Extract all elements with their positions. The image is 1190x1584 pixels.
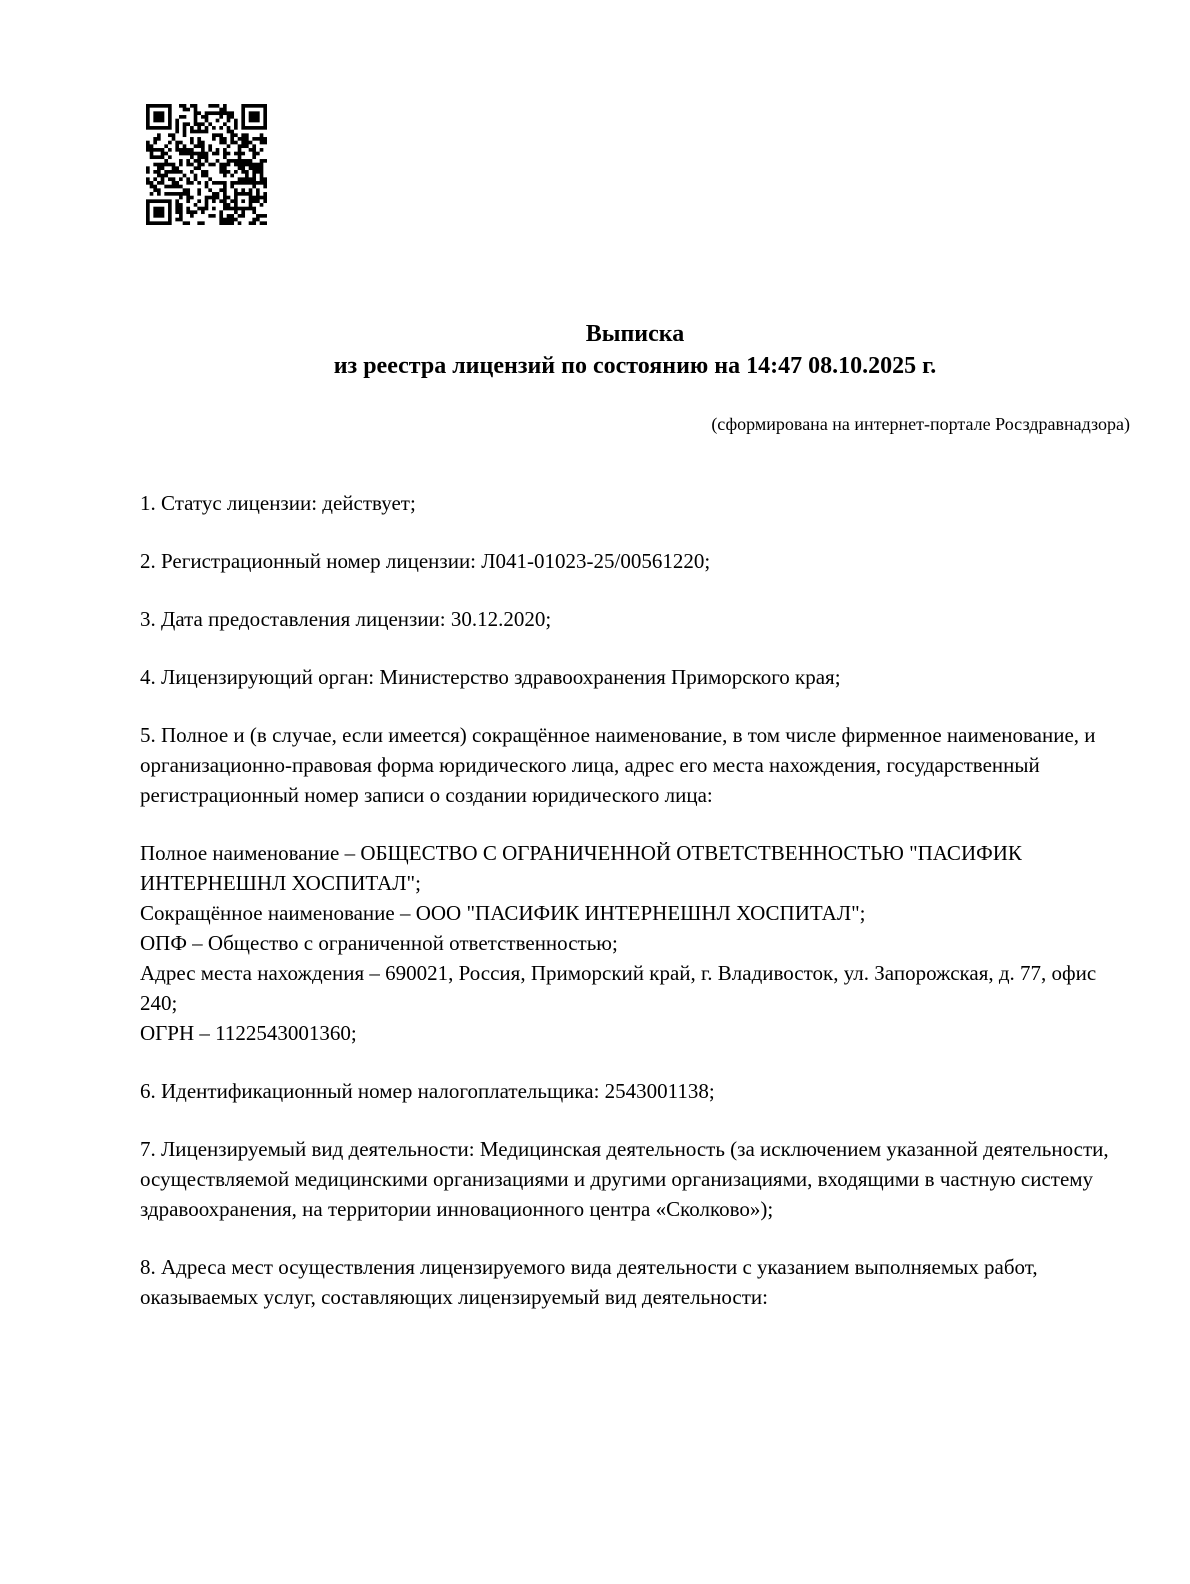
- paragraph-inn: 6. Идентификационный номер налогоплательщика: 2543001138;: [140, 1079, 715, 1103]
- paragraph-license-status: 1. Статус лицензии: действует;: [140, 491, 416, 515]
- document-content: [140, 0, 1130, 1312]
- line-address: Адрес места нахождения – 690021, Россия, Приморский край, г. Владивосток, ул. Запорожская, д. 77, офис 240;: [140, 961, 1097, 1015]
- paragraph-activity-type: 7. Лицензируемый вид деятельности: Медицинская деятельность (за исключением указанной деятельности, осуществляемой медицинскими организациями и другими организациями, входящими в частную систему здравоохранения, на территории инновационного центра «Сколково»);: [140, 1137, 1109, 1221]
- paragraph-legal-entity-heading: 5. Полное и (в случае, если имеется) сокращённое наименование, в том числе фирменное наименование, и организационно-правовая форма юридического лица, адрес его места нахождения, государственный регистрационный номер записи о создании юридического лица:: [140, 723, 1096, 807]
- paragraph-grant-date: 3. Дата предоставления лицензии: 30.12.2020;: [140, 607, 552, 631]
- legal-entity-details-block: [140, 838, 1130, 1048]
- line-full-name: Полное наименование – ОБЩЕСТВО С ОГРАНИЧЕННОЙ ОТВЕТСТВЕННОСТЬЮ "ПАСИФИК ИНТЕРНЕШНЛ ХОСПИТАЛ";: [140, 841, 1022, 895]
- line-ogrn: ОГРН – 1122543001360;: [140, 1021, 357, 1045]
- line-opf: ОПФ – Общество с ограниченной ответственностью;: [140, 931, 618, 955]
- document-title: Выписка: [585, 321, 685, 347]
- line-short-name: Сокращённое наименование – ООО "ПАСИФИК ИНТЕРНЕШНЛ ХОСПИТАЛ";: [140, 901, 866, 925]
- paragraph-registration-number: 2. Регистрационный номер лицензии: Л041-01023-25/00561220;: [140, 549, 711, 573]
- paragraph-licensing-authority: 4. Лицензирующий орган: Министерство здравоохранения Приморского края;: [140, 665, 841, 689]
- paragraph-activity-addresses: 8. Адреса мест осуществления лицензируемого вида деятельности с указанием выполняемых работ, оказываемых услуг, составляющих лицензируемый вид деятельности:: [140, 1255, 1038, 1309]
- document-body: [140, 488, 1130, 1312]
- document-title-block: [140, 318, 1130, 382]
- document-subtitle: (сформирована на интернет-портале Росздравнадзора): [711, 414, 1130, 434]
- document-title-date-line: из реестра лицензий по состоянию на 14:47 08.10.2025 г.: [333, 353, 937, 379]
